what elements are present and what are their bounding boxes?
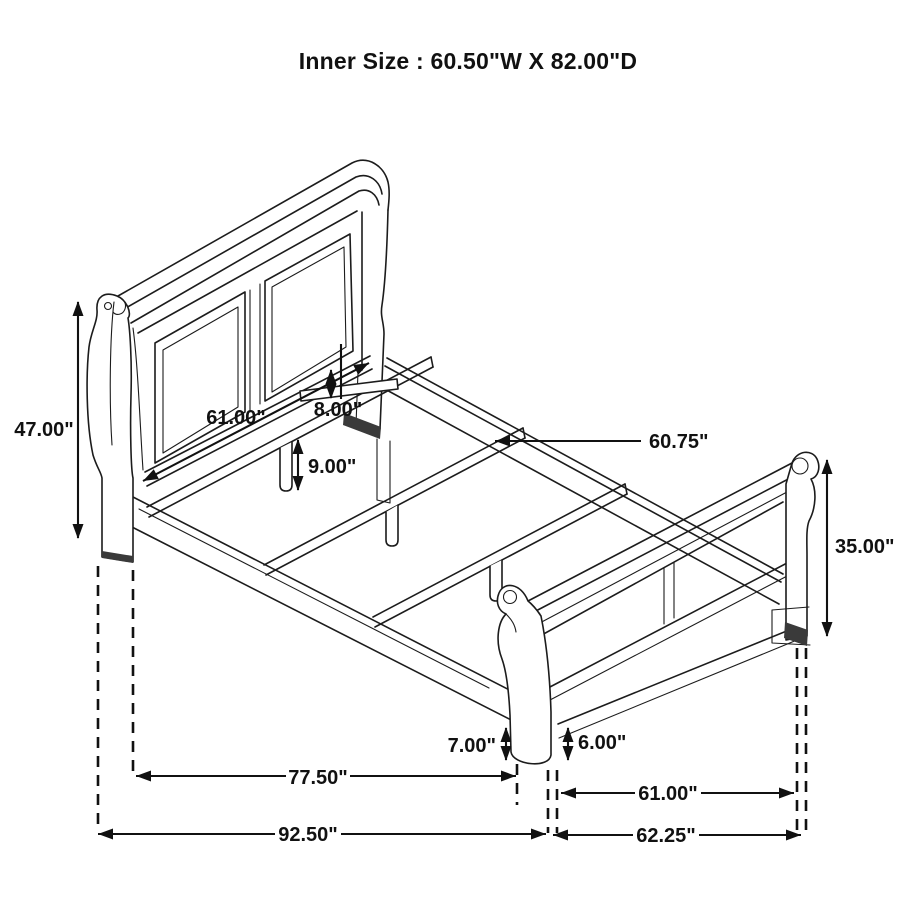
dim-label-side-rail-length: 77.50" (288, 767, 348, 789)
dim-footboard-width (561, 781, 794, 805)
dim-headboard-height (14, 301, 83, 539)
footboard-right-post (786, 452, 819, 640)
dim-overall-depth (98, 822, 546, 846)
dim-label-footboard-foot-height: 6.00" (578, 732, 627, 754)
dim-center-leg-height (293, 439, 357, 491)
dim-label-footboard-height: 35.00" (835, 536, 895, 558)
dim-label-panel-gap: 8.00" (313, 399, 363, 421)
dim-front-rail-foot-height (448, 727, 512, 761)
dim-label-headboard-height: 47.00" (14, 419, 74, 441)
dim-label-overall-width: 62.25" (636, 825, 696, 847)
dim-label-front-rail-foot-height: 7.00" (447, 735, 496, 757)
dim-label-slat-length: 60.75" (649, 431, 709, 453)
dim-panel-gap (314, 344, 362, 421)
dim-label-center-leg-height: 9.00" (308, 456, 357, 478)
dim-overall-width (553, 823, 801, 847)
headboard-cleat (300, 379, 398, 401)
dim-label-overall-depth: 92.50" (278, 824, 338, 846)
headboard (87, 160, 398, 563)
dim-label-headboard-width: 61.00" (206, 407, 266, 429)
dim-footboard-height (822, 459, 895, 637)
page-title: Inner Size : 60.50"W X 82.00"D (298, 48, 638, 74)
dim-label-footboard-width: 61.00" (638, 783, 698, 805)
footboard (497, 452, 818, 764)
dim-side-rail-length (136, 764, 516, 789)
